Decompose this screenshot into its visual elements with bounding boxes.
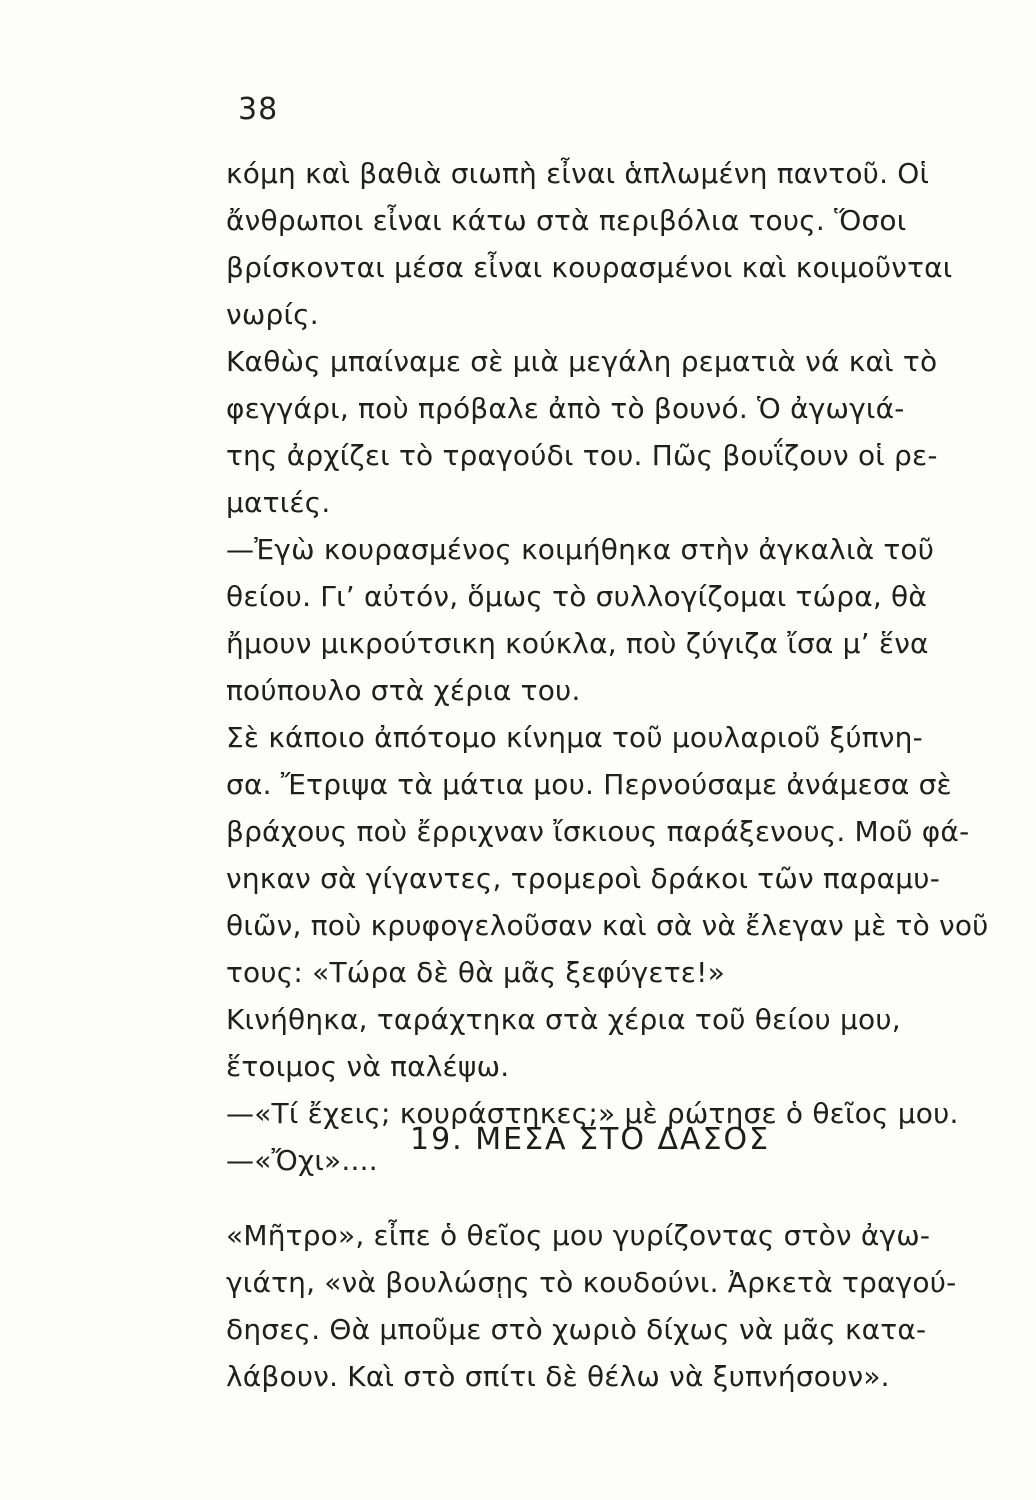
text-line: ἤμουν μικρούτσικη κούκλα, ποὺ ζύγιζα ἴσα μ’ ἕνα [226,627,929,660]
text-line: Κινήθηκα, ταράχτηκα στὰ χέρια τοῦ θείου μου, [226,1003,901,1036]
text-line: νηκαν σὰ γίγαντες, τρομεροὶ δράκοι τῶν παραμυ- [226,862,940,895]
text-line: Καθὼς μπαίναμε σὲ μιὰ μεγάλη ρεματιὰ νά καὶ τὸ [226,345,938,378]
text-line: —Ἐγὼ κουρασμένος κοιμήθηκα στὴν ἀγκαλιὰ τοῦ [226,533,935,566]
text-line: της ἀρχίζει τὸ τραγούδι του. Πῶς βουΐζουν οἱ ρε- [226,439,938,472]
text-line: πούπουλο στὰ χέρια του. [226,674,581,707]
text-line: τους: «Τώρα δὲ θὰ μᾶς ξεφύγετε!» [226,956,725,989]
text-line: φεγγάρι, ποὺ πρόβαλε ἀπὸ τὸ βουνό. Ὁ ἀγωγιά- [226,392,905,425]
body-text-top [226,150,1026,1184]
text-line: ἕτοιμος νὰ παλέψω. [226,1050,510,1083]
text-line: θείου. Γι’ αὐτόν, ὅμως τὸ συλλογίζομαι τώρα, θὰ [226,580,928,613]
text-line: Σὲ κάποιο ἀπότομο κίνημα τοῦ μουλαριοῦ ξύπνη- [226,721,923,754]
text-line: νωρίς. [226,298,319,331]
text-line: βράχους ποὺ ἔρριχναν ἴσκιους παράξενους. Μοῦ φά- [226,815,970,848]
text-line: λάβουν. Καὶ στὸ σπίτι δὲ θέλω νὰ ξυπνήσουν». [226,1360,890,1393]
text-line: κόμη καὶ βαθιὰ σιωπὴ εἶναι ἁπλωμένη παντοῦ. Οἱ [226,157,930,190]
text-line: γιάτη, «νὰ βουλώσῃς τὸ κουδούνι. Ἀρκετὰ τραγού- [226,1266,957,1299]
text-line: βρίσκονται μέσα εἶναι κουρασμένοι καὶ κοιμοῦνται [226,251,953,284]
page-number: 38 [238,92,279,127]
chapter-heading: 19. ΜΕΣΑ ΣΤΟ ΔΑΣΟΣ [410,1122,771,1157]
text-line: —«Τί ἔχεις; κουράστηκες;» μὲ ρώτησε ὁ θεῖος μου. [226,1097,959,1130]
body-text-bottom [226,1212,1026,1400]
text-line: ἄνθρωποι εἶναι κάτω στὰ περιβόλια τους. Ὅσοι [226,204,907,237]
text-line: —«Ὄχι».... [226,1144,378,1177]
text-line: θιῶν, ποὺ κρυφογελοῦσαν καὶ σὰ νὰ ἔλεγαν μὲ τὸ νοῦ [226,909,989,942]
text-line: ματιές. [226,486,331,519]
text-line: δησες. Θὰ μποῦμε στὸ χωριὸ δίχως νὰ μᾶς κατα- [226,1313,927,1346]
text-line: σα. Ἔτριψα τὰ μάτια μου. Περνούσαμε ἀνάμεσα σὲ [226,768,952,801]
text-line: «Μῆτρο», εἶπε ὁ θεῖος μου γυρίζοντας στὸν ἀγω- [226,1219,931,1252]
